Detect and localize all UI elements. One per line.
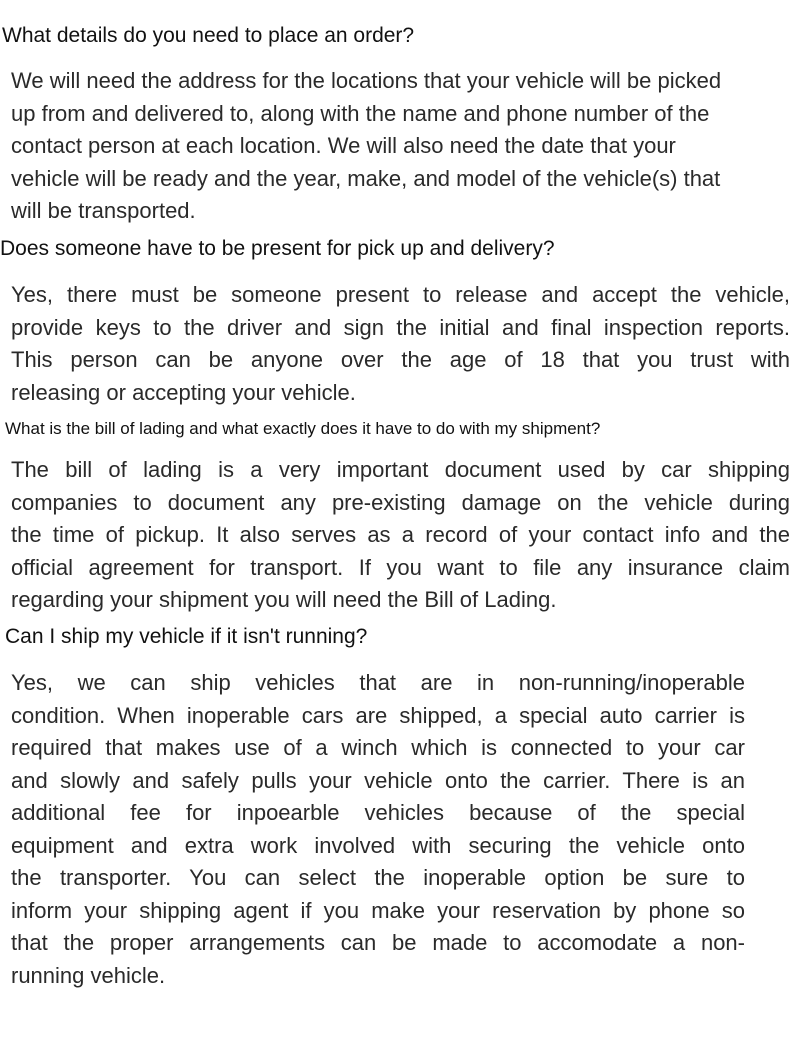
answer-line: contact person at each location. We will also need the date that your: [11, 133, 676, 158]
answer-line: companies to document any pre-existing damage on the vehicle during: [11, 489, 790, 515]
answer-line: the transporter. You can select the inoperable option be sure to: [11, 865, 745, 890]
answer-line: Yes, we can ship vehicles that are in non-running/inoperable: [11, 670, 745, 695]
answer-line: vehicle will be ready and the year, make, and model of the vehicle(s) that: [11, 165, 721, 191]
answer-line: Yes, there must be someone present to release and accept the vehicle,: [11, 282, 790, 307]
answer-line: up from and delivered to, along with the name and phone number of the: [11, 100, 710, 126]
answer-line: official agreement for transport. If you want to file any insurance claim: [11, 554, 790, 580]
faq-answer-2: [11, 279, 790, 409]
answer-line: regarding your shipment you will need the Bill of Lading.: [11, 587, 557, 612]
faq-question-2: Does someone have to be present for pick up and delivery?: [0, 237, 555, 260]
faq-question-3: What is the bill of lading and what exactly does it have to do with my shipment?: [5, 419, 601, 438]
faq-answer-4: [11, 667, 745, 992]
answer-line: and slowly and safely pulls your vehicle onto the carrier. There is an: [11, 767, 745, 793]
answer-line: We will need the address for the locations that your vehicle will be picked: [11, 68, 722, 93]
answer-line: The bill of lading is a very important document used by car shipping: [11, 457, 790, 482]
answer-line: This person can be anyone over the age of 18 that you trust with: [11, 347, 790, 372]
answer-line: running vehicle.: [11, 962, 166, 988]
answer-line: inform your shipping agent if you make your reservation by phone so: [11, 897, 745, 923]
answer-line: additional fee for inpoearble vehicles because of the special: [11, 800, 745, 825]
answer-line: provide keys to the driver and sign the initial and final inspection reports.: [11, 314, 790, 340]
answer-line: will be transported.: [11, 198, 196, 223]
faq-answer-3: [11, 454, 790, 617]
answer-line: that the proper arrangements can be made to accomodate a non-: [11, 930, 745, 955]
faq-question-4: Can I ship my vehicle if it isn't running?: [5, 625, 368, 648]
answer-line: condition. When inoperable cars are shipped, a special auto carrier is: [11, 702, 745, 728]
answer-line: the time of pickup. It also serves as a record of your contact info and the: [11, 522, 790, 547]
faq-answer-1: [11, 65, 791, 228]
answer-line: releasing or accepting your vehicle.: [11, 379, 356, 405]
faq-question-1: What details do you need to place an order?: [2, 24, 415, 47]
answer-line: required that makes use of a winch which is connected to your car: [11, 735, 745, 760]
answer-line: equipment and extra work involved with securing the vehicle onto: [11, 832, 745, 858]
